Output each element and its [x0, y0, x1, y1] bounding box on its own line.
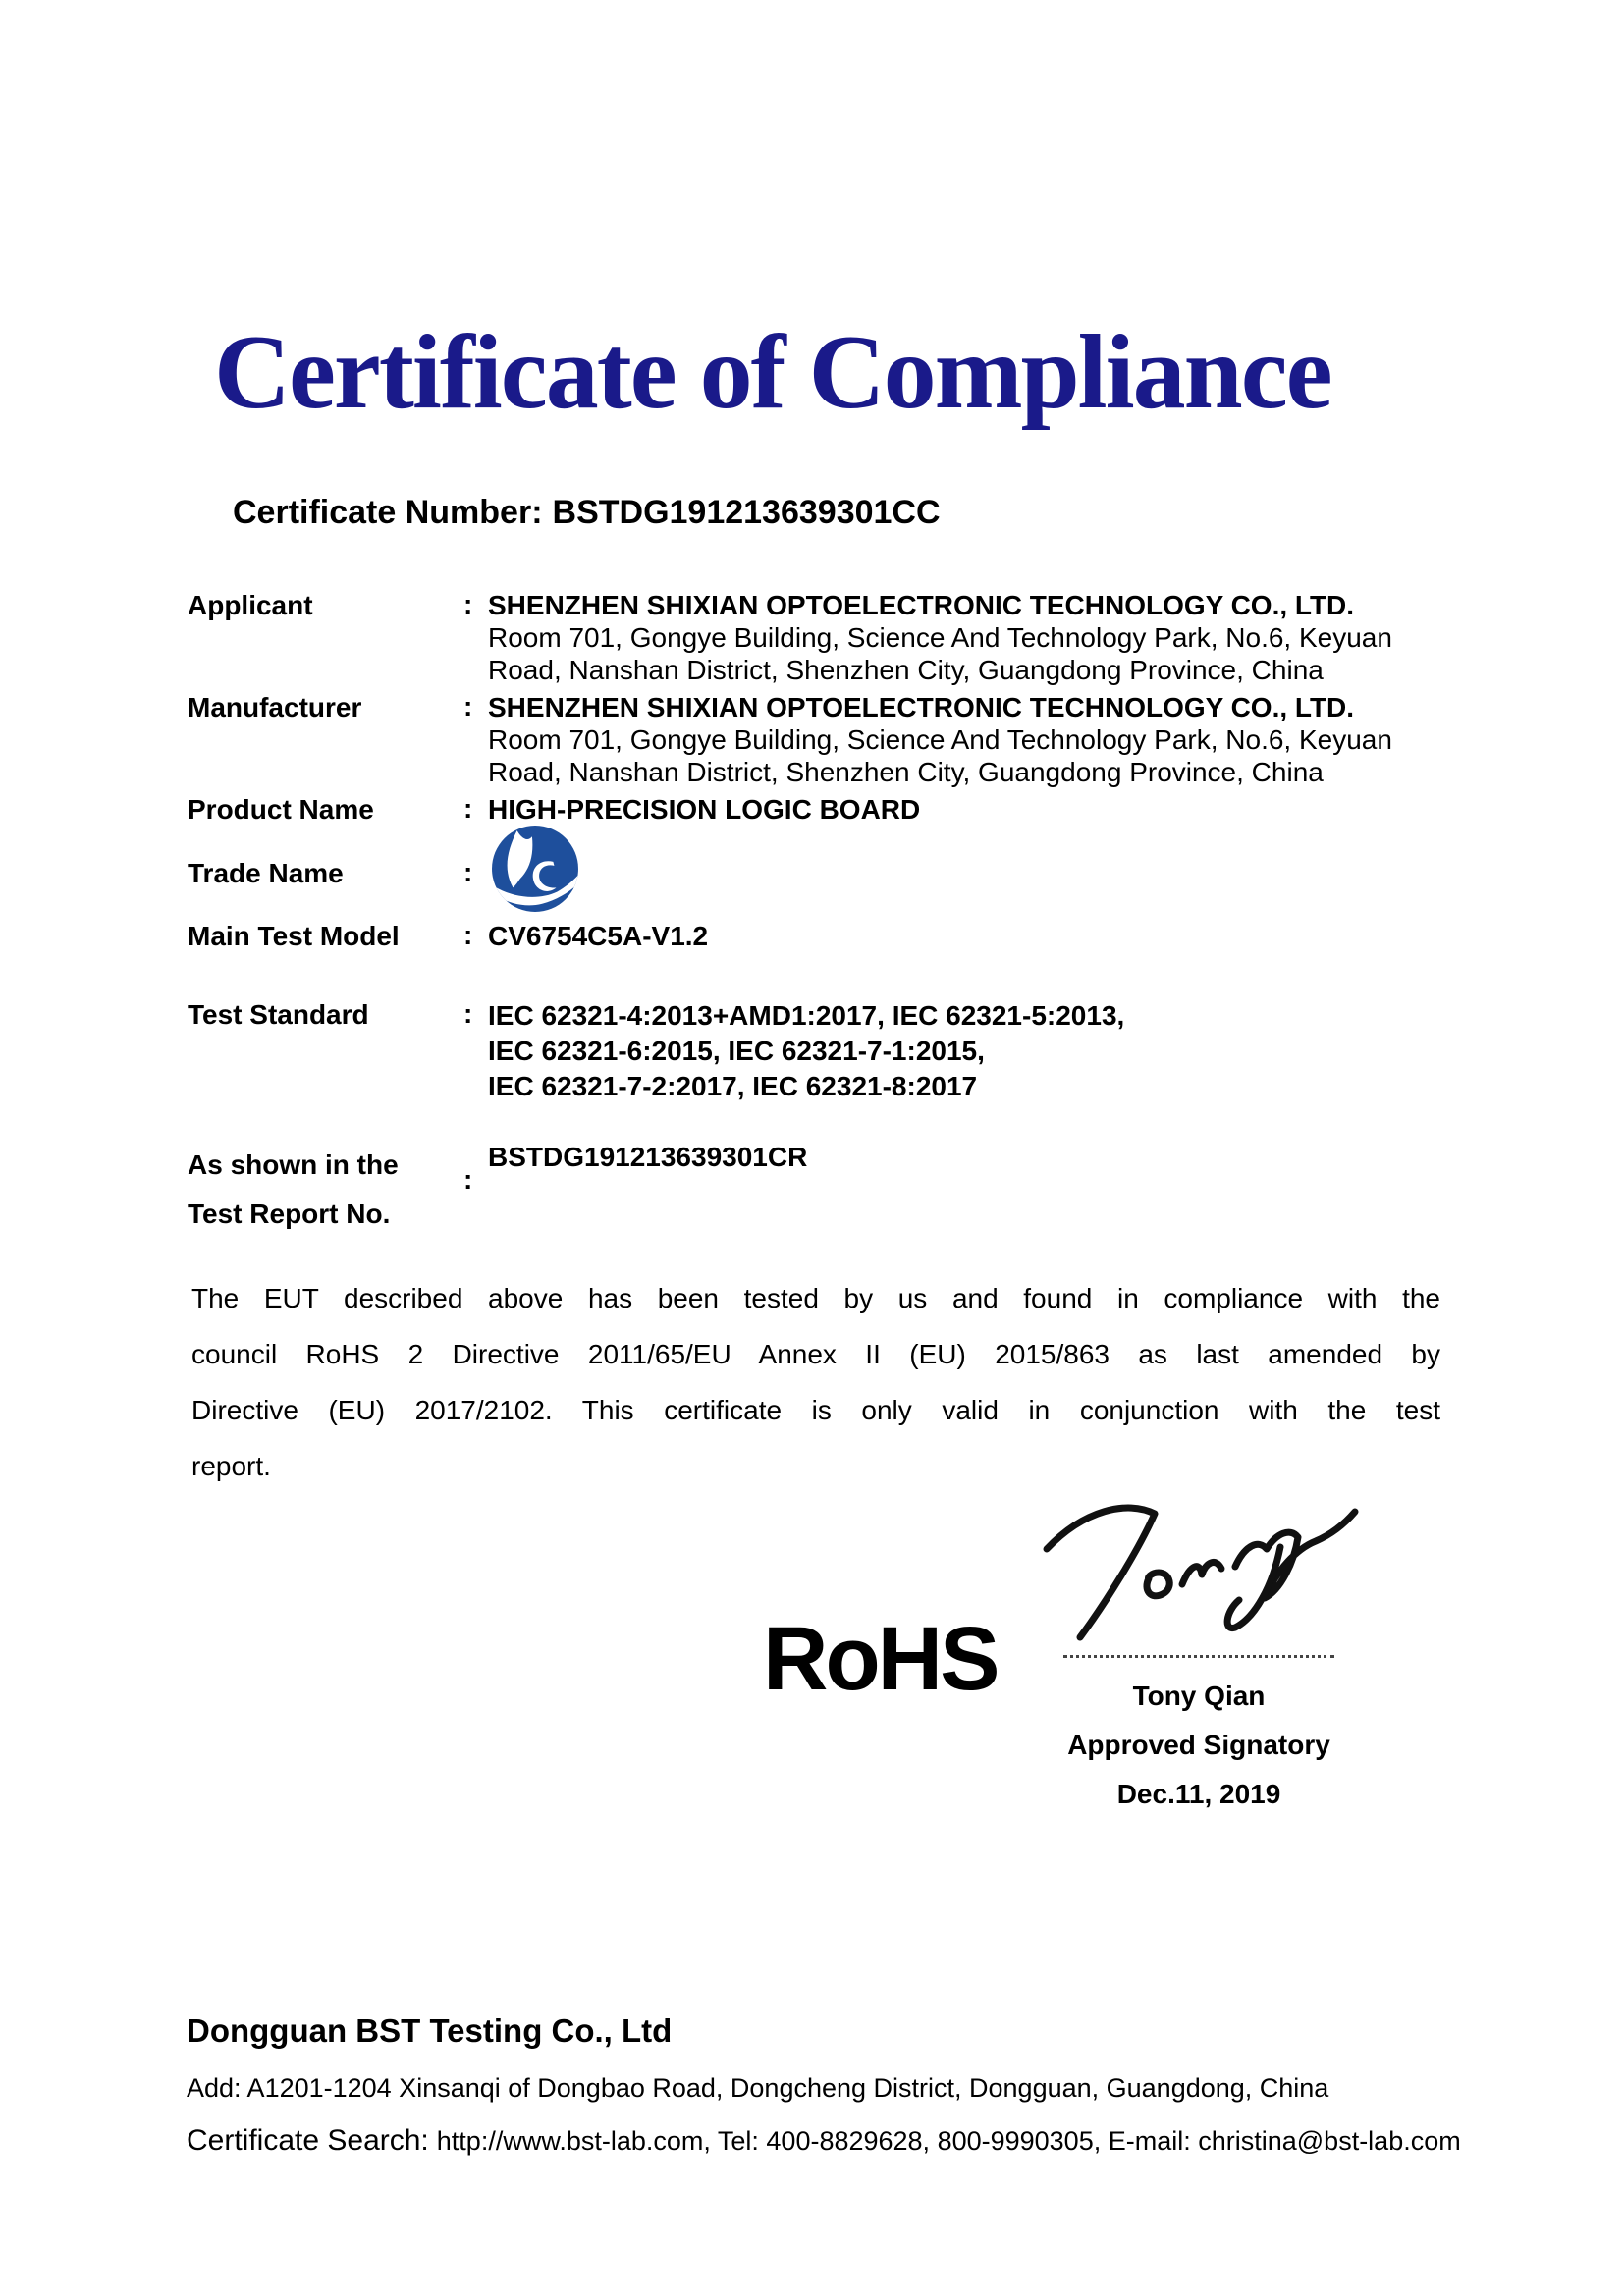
- signature-date: Dec.11, 2019: [1116, 1779, 1281, 1809]
- trade-name-label: Trade Name: [188, 858, 344, 888]
- certificate-search-value: http://www.bst-lab.com, Tel: 400-8829628, 800-9990305, E-mail: christina@bst-lab.com: [436, 2126, 1461, 2156]
- compliance-statement: [191, 1270, 1440, 1494]
- test-report-colon: :: [463, 1164, 473, 1195]
- certificate-search-label: Certificate Search:: [187, 2124, 429, 2157]
- trade-name-colon: :: [463, 857, 473, 887]
- manufacturer-value: [488, 691, 1392, 788]
- test-report-label-line1: As shown in the: [188, 1149, 399, 1180]
- applicant-label: Applicant: [188, 590, 313, 620]
- test-standard-label: Test Standard: [188, 999, 369, 1030]
- product-name-label: Product Name: [188, 794, 374, 825]
- statement-line4: report.: [191, 1451, 271, 1481]
- test-standard-line2: IEC 62321-6:2015, IEC 62321-7-1:2015,: [488, 1036, 985, 1066]
- lab-company-name: Dongguan BST Testing Co., Ltd: [187, 2012, 673, 2049]
- signature-dotted-line: [1063, 1639, 1334, 1658]
- manufacturer-address-line2: Road, Nanshan District, Shenzhen City, Guangdong Province, China: [488, 757, 1324, 787]
- manufacturer-address-line1: Room 701, Gongye Building, Science And Technology Park, No.6, Keyuan: [488, 724, 1392, 755]
- applicant-company: SHENZHEN SHIXIAN OPTOELECTRONIC TECHNOLOGY CO., LTD.: [488, 590, 1355, 620]
- certificate-number-line: [233, 494, 941, 532]
- lab-address: Add: A1201-1204 Xinsanqi of Dongbao Road, Dongcheng District, Dongguan, Guangdong, China: [187, 2073, 1329, 2103]
- certificate-number-value: BSTDG191213639301CC: [552, 494, 941, 531]
- test-report-label-line2: Test Report No.: [188, 1199, 391, 1229]
- main-test-model-label: Main Test Model: [188, 921, 400, 951]
- test-report-label: [188, 1141, 399, 1239]
- signatory-role: Approved Signatory: [1067, 1730, 1330, 1760]
- applicant-value: [488, 589, 1392, 686]
- statement-line2: council RoHS 2 Directive 2011/65/EU Annex II (EU) 2015/863 as last amended by: [191, 1339, 1440, 1369]
- certificate-search-line: [187, 2124, 1461, 2158]
- applicant-colon: :: [463, 589, 473, 619]
- manufacturer-label: Manufacturer: [188, 692, 362, 722]
- test-report-value: BSTDG191213639301CR: [488, 1142, 808, 1172]
- manufacturer-company: SHENZHEN SHIXIAN OPTOELECTRONIC TECHNOLOGY CO., LTD.: [488, 692, 1355, 722]
- test-standard-line3: IEC 62321-7-2:2017, IEC 62321-8:2017: [488, 1071, 978, 1101]
- test-standard-colon: :: [463, 998, 473, 1029]
- certificate-number-label: Certificate Number:: [233, 494, 543, 531]
- applicant-address-line2: Road, Nanshan District, Shenzhen City, Guangdong Province, China: [488, 655, 1324, 685]
- product-name-colon: :: [463, 793, 473, 824]
- page-title: Certificate of Compliance: [214, 314, 1331, 431]
- statement-line3: Directive (EU) 2017/2102. This certificate is only valid in conjunction with the test: [191, 1395, 1440, 1425]
- main-test-model-colon: :: [463, 920, 473, 950]
- applicant-address-line1: Room 701, Gongye Building, Science And Technology Park, No.6, Keyuan: [488, 622, 1392, 653]
- manufacturer-colon: :: [463, 691, 473, 721]
- signatory-name: Tony Qian: [1132, 1681, 1266, 1711]
- test-standard-line1: IEC 62321-4:2013+AMD1:2017, IEC 62321-5:2013,: [488, 1000, 1125, 1031]
- product-name-value: HIGH-PRECISION LOGIC BOARD: [488, 794, 921, 825]
- trade-name-logo: [491, 825, 579, 918]
- rohs-mark: RoHS: [763, 1609, 998, 1709]
- test-standard-value: [488, 998, 1124, 1104]
- main-test-model-value: CV6754C5A-V1.2: [488, 921, 709, 951]
- signature-image: [1033, 1484, 1367, 1656]
- statement-line1: The EUT described above has been tested by us and found in compliance with the: [191, 1283, 1440, 1313]
